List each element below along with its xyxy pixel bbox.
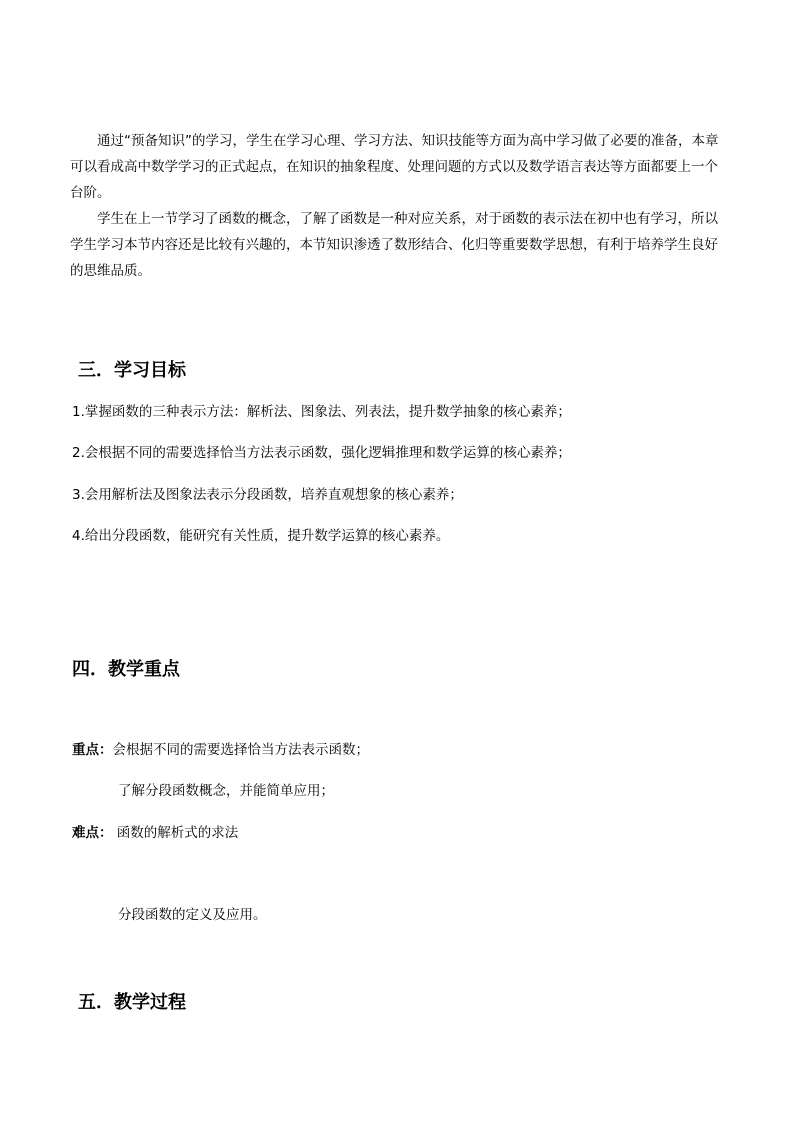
intro-paragraph-1: 通过“预备知识”的学习，学生在学习心理、学习方法、知识技能等方面为高中学习做了必要的准备，本章可以看成高中数学学习的正式起点，在知识的抽象程度、处理问题的方式以及数学语言表达等方面都要上一个台阶。: [70, 133, 719, 201]
key-point-line: [72, 738, 369, 758]
difficulty-label: 难点：: [72, 825, 113, 841]
section-heading-teaching-focus: 四．教学重点: [72, 659, 180, 680]
section-heading-teaching-process: 五．教学过程: [78, 992, 186, 1013]
intro-paragraph-2: 学生在上一节学习了函数的概念，了解了函数是一种对应关系，对于函数的表示法在初中也有学习，所以学生学习本节内容还是比较有兴趣的，本节知识渗透了数形结合、化归等重要数学思想，有利于培养学生良好的思维品质。: [70, 211, 718, 279]
section-heading-learning-goals: 三．学习目标: [78, 360, 186, 381]
goal-item: 3.会用解析法及图象法表示分段函数，培养直观想象的核心素养；: [72, 487, 463, 503]
intro-paragraphs: [70, 128, 730, 284]
difficulty-line: [72, 821, 238, 841]
difficulty-text: 函数的解析式的求法: [112, 825, 239, 841]
key-point-line-2: 了解分段函数概念，并能简单应用；: [118, 783, 334, 799]
key-point-text: 会根据不同的需要选择恰当方法表示函数；: [112, 742, 369, 758]
key-point-label: 重点：: [72, 742, 113, 758]
goal-item: 1.掌握函数的三种表示方法：解析法、图象法、列表法，提升数学抽象的核心素养；: [72, 404, 571, 420]
difficulty-line-2: 分段函数的定义及应用。: [118, 907, 267, 923]
goal-item: 2.会根据不同的需要选择恰当方法表示函数，强化逻辑推理和数学运算的核心素养；: [72, 445, 571, 461]
goal-item: 4.给出分段函数，能研究有关性质，提升数学运算的核心素养。: [72, 528, 450, 544]
